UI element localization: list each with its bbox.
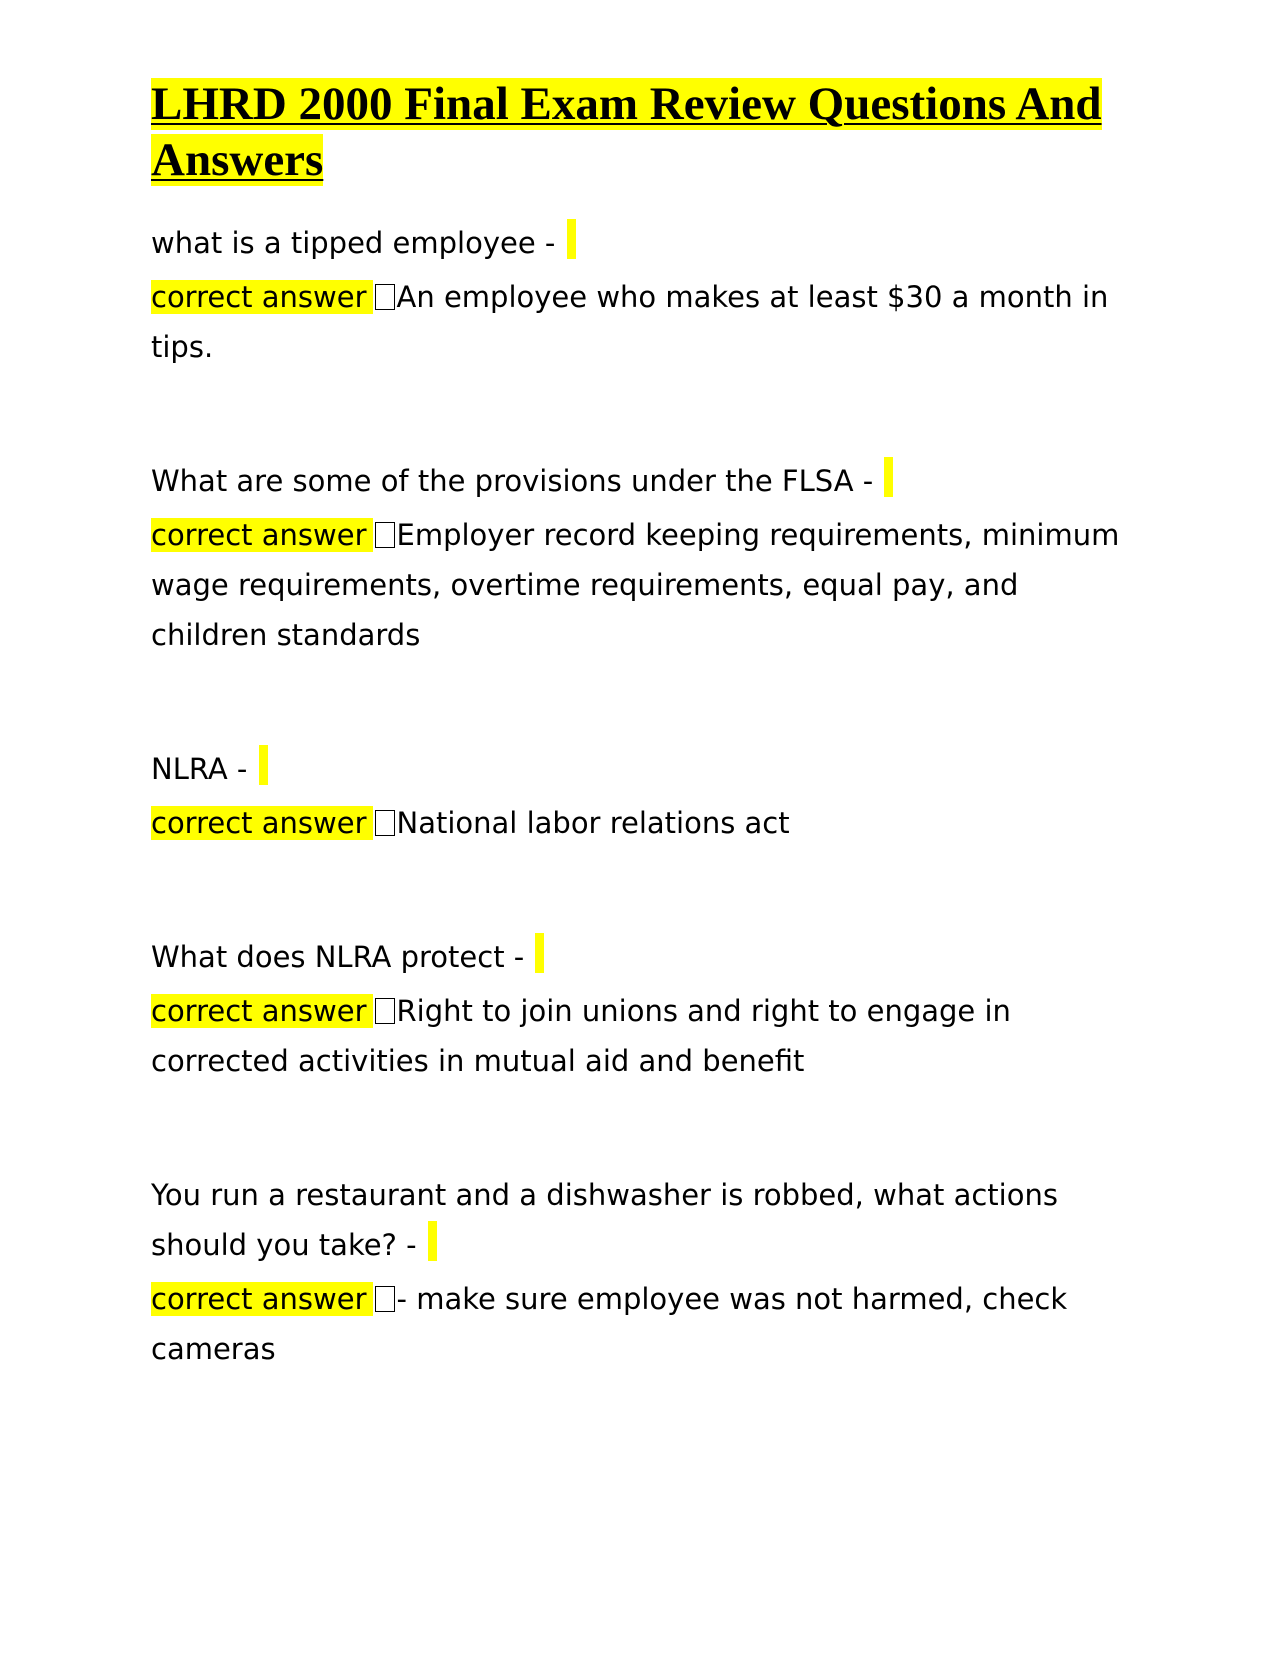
missing-glyph-box-icon (375, 284, 395, 310)
highlight-marker (259, 745, 268, 785)
document-content (151, 76, 1131, 1374)
missing-glyph-box-icon (375, 1286, 395, 1312)
missing-glyph-box-icon (375, 810, 395, 836)
answer-label: correct answer (151, 518, 373, 552)
answer-text: correct answer National labor relations act (151, 806, 790, 840)
question-text: what is a tipped employee - (151, 218, 1131, 268)
answer-text: correct answer Employer record keeping requirements, minimum wage requirements, overtime requirements, equal pay, and children standards (151, 518, 1120, 652)
highlight-marker (535, 933, 544, 973)
answer-text: correct answer An employee who makes at least $30 a month in tips. (151, 280, 1109, 364)
qa-item (151, 1170, 1131, 1374)
qa-item (151, 932, 1131, 1086)
answer-label: correct answer (151, 994, 373, 1028)
question-text: What are some of the provisions under the FLSA - (151, 456, 1131, 506)
title-highlight: LHRD 2000 Final Exam Review Questions And Answers (151, 78, 1102, 186)
question-text: What does NLRA protect - (151, 932, 1131, 982)
document-title (151, 76, 1131, 188)
qa-item (151, 456, 1131, 660)
answer-label: correct answer (151, 806, 373, 840)
answer-label: correct answer (151, 1282, 373, 1316)
answer-text: correct answer - make sure employee was not harmed, check cameras (151, 1282, 1068, 1366)
qa-item (151, 218, 1131, 372)
highlight-marker (884, 457, 893, 497)
question-text: NLRA - (151, 744, 1131, 794)
highlight-marker (428, 1221, 437, 1261)
answer-label: correct answer (151, 280, 373, 314)
highlight-marker (567, 219, 576, 259)
question-text: You run a restaurant and a dishwasher is robbed, what actions should you take? - (151, 1178, 1058, 1262)
missing-glyph-box-icon (375, 998, 395, 1024)
qa-item (151, 744, 1131, 848)
missing-glyph-box-icon (375, 522, 395, 548)
answer-text: correct answer Right to join unions and right to engage in corrected activities in mutual aid and benefit (151, 994, 1011, 1078)
